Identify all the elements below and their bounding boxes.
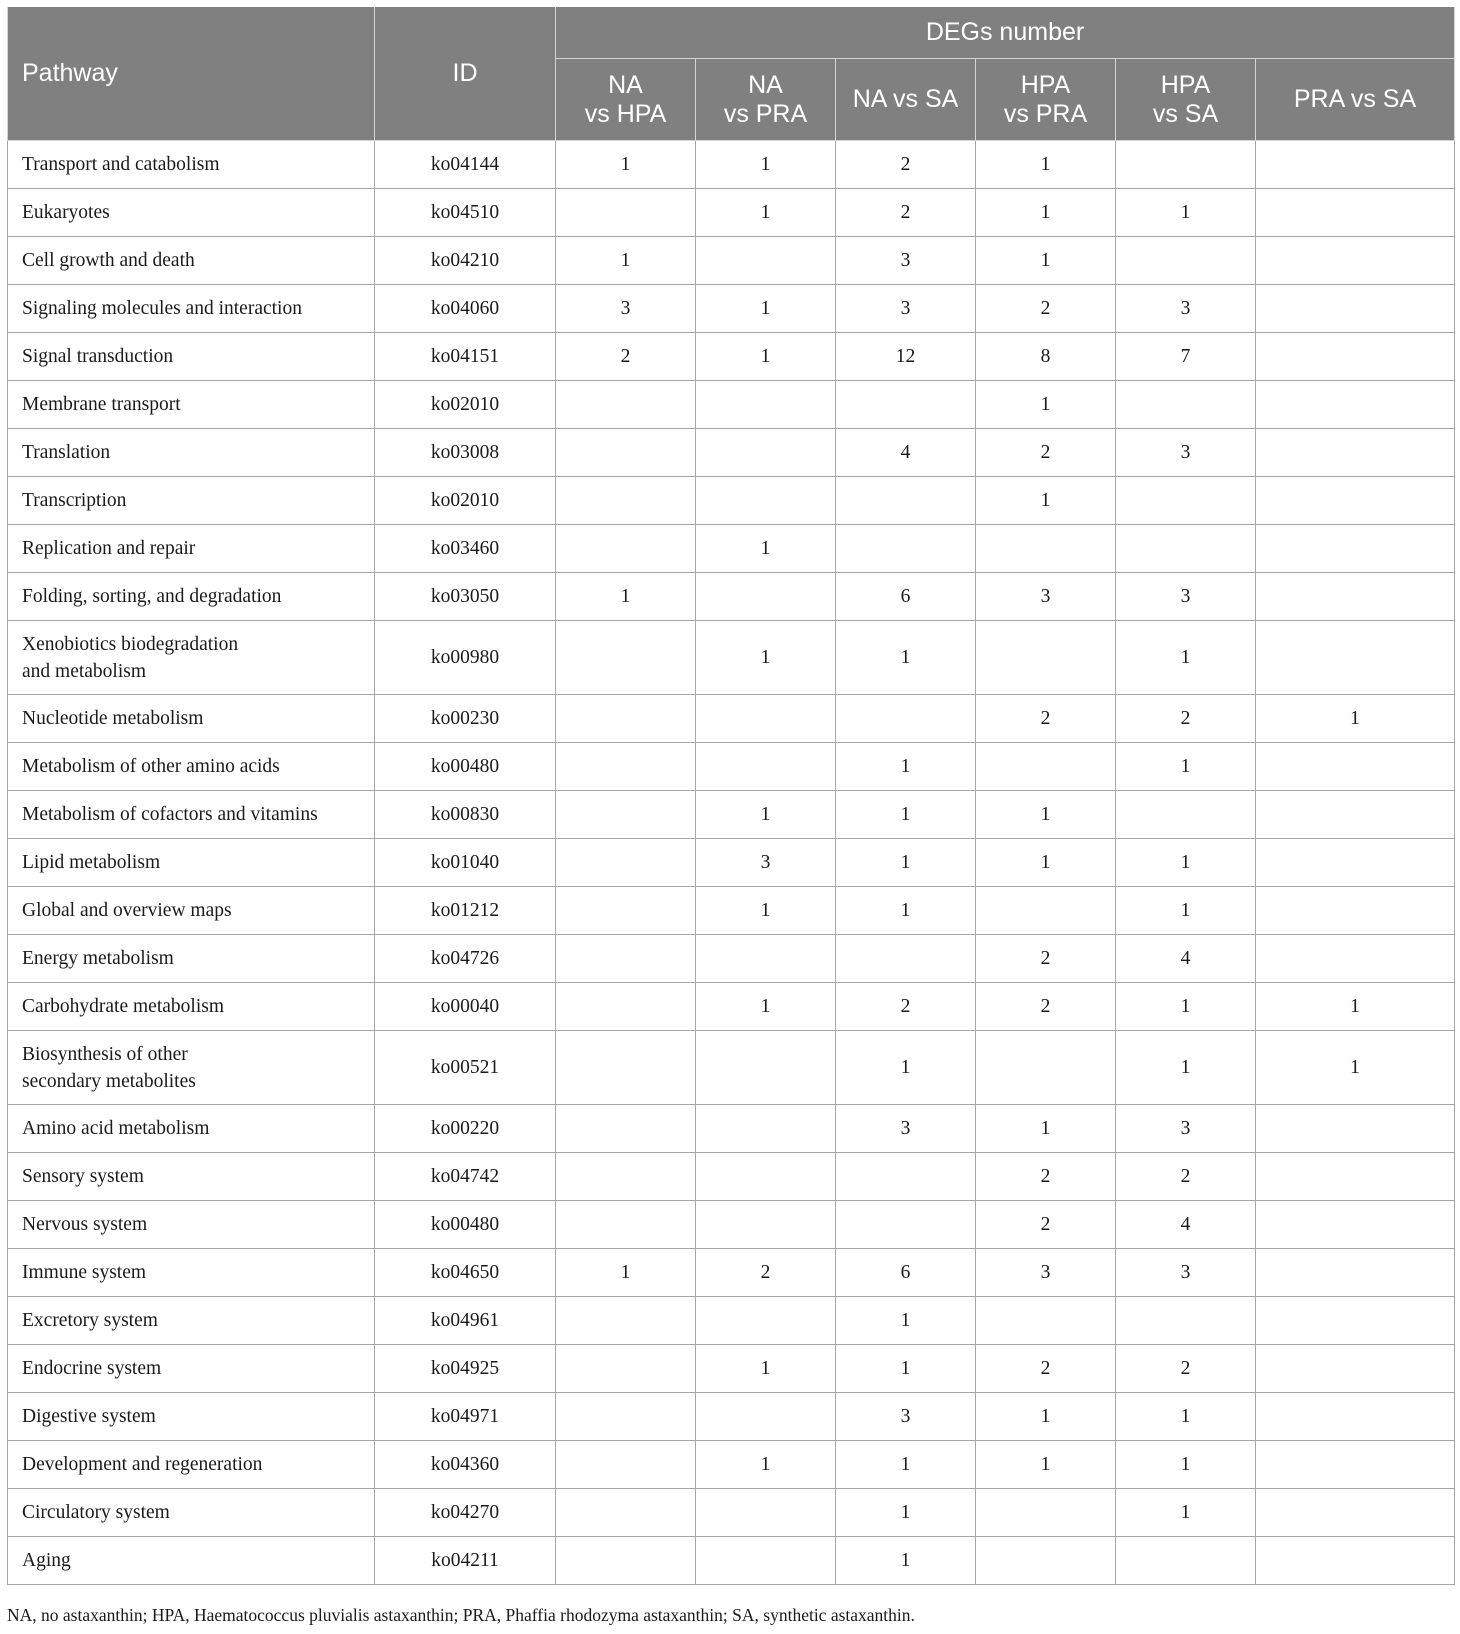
degs-count-cell bbox=[556, 1345, 696, 1393]
degs-count-cell bbox=[556, 621, 696, 695]
id-cell: ko02010 bbox=[375, 477, 556, 525]
degs-count-cell bbox=[976, 621, 1116, 695]
degs-count-cell bbox=[1256, 1105, 1455, 1153]
table-row bbox=[8, 791, 1455, 839]
degs-count-cell: 3 bbox=[836, 1105, 976, 1153]
pathway-cell: Metabolism of other amino acids bbox=[8, 743, 375, 791]
degs-count-cell: 3 bbox=[976, 573, 1116, 621]
degs-table bbox=[7, 7, 1455, 1585]
comparison-header: HPA vs PRA bbox=[976, 59, 1116, 141]
id-cell: ko00480 bbox=[375, 743, 556, 791]
degs-count-cell bbox=[1256, 141, 1455, 189]
table-body bbox=[8, 141, 1455, 1585]
table-row bbox=[8, 1031, 1455, 1105]
degs-count-cell bbox=[1116, 141, 1256, 189]
degs-count-cell: 12 bbox=[836, 333, 976, 381]
degs-count-cell: 2 bbox=[1116, 695, 1256, 743]
degs-count-cell bbox=[836, 695, 976, 743]
degs-count-cell bbox=[696, 1393, 836, 1441]
id-cell: ko01040 bbox=[375, 839, 556, 887]
degs-count-cell bbox=[1256, 1489, 1455, 1537]
pathway-cell: Translation bbox=[8, 429, 375, 477]
degs-count-cell bbox=[696, 573, 836, 621]
table-row bbox=[8, 381, 1455, 429]
pathway-cell: Membrane transport bbox=[8, 381, 375, 429]
degs-count-cell: 1 bbox=[1116, 839, 1256, 887]
degs-count-cell bbox=[1256, 1297, 1455, 1345]
degs-count-cell: 1 bbox=[556, 237, 696, 285]
id-cell: ko01212 bbox=[375, 887, 556, 935]
degs-count-cell bbox=[556, 429, 696, 477]
pathway-cell: Transcription bbox=[8, 477, 375, 525]
degs-count-cell: 1 bbox=[1116, 189, 1256, 237]
id-cell: ko00040 bbox=[375, 983, 556, 1031]
degs-count-cell: 2 bbox=[696, 1249, 836, 1297]
table-row bbox=[8, 477, 1455, 525]
degs-count-cell bbox=[696, 743, 836, 791]
pathway-cell: Signaling molecules and interaction bbox=[8, 285, 375, 333]
degs-count-cell: 3 bbox=[836, 285, 976, 333]
degs-count-cell bbox=[556, 1393, 696, 1441]
degs-count-cell bbox=[1116, 791, 1256, 839]
degs-count-cell bbox=[976, 1489, 1116, 1537]
degs-count-cell: 1 bbox=[976, 477, 1116, 525]
comparison-header: HPA vs SA bbox=[1116, 59, 1256, 141]
id-header: ID bbox=[375, 7, 556, 141]
degs-count-cell: 1 bbox=[976, 1393, 1116, 1441]
degs-count-cell bbox=[556, 477, 696, 525]
degs-number-header: DEGs number bbox=[556, 7, 1455, 59]
degs-count-cell bbox=[1116, 1537, 1256, 1585]
degs-count-cell: 1 bbox=[836, 1489, 976, 1537]
degs-count-cell: 1 bbox=[836, 1441, 976, 1489]
degs-count-cell bbox=[976, 1537, 1116, 1585]
degs-count-cell: 1 bbox=[696, 333, 836, 381]
pathway-cell: Signal transduction bbox=[8, 333, 375, 381]
id-cell: ko00230 bbox=[375, 695, 556, 743]
table-row bbox=[8, 237, 1455, 285]
pathway-cell: Cell growth and death bbox=[8, 237, 375, 285]
degs-count-cell: 1 bbox=[976, 237, 1116, 285]
degs-count-cell: 1 bbox=[696, 983, 836, 1031]
degs-count-cell: 2 bbox=[1116, 1345, 1256, 1393]
degs-count-cell: 1 bbox=[1116, 1393, 1256, 1441]
table-row bbox=[8, 1537, 1455, 1585]
degs-count-cell: 1 bbox=[1116, 887, 1256, 935]
comparison-header: PRA vs SA bbox=[1256, 59, 1455, 141]
pathway-cell: Folding, sorting, and degradation bbox=[8, 573, 375, 621]
pathway-cell: Amino acid metabolism bbox=[8, 1105, 375, 1153]
id-cell: ko00220 bbox=[375, 1105, 556, 1153]
table-row bbox=[8, 935, 1455, 983]
table-row bbox=[8, 189, 1455, 237]
pathway-cell: Lipid metabolism bbox=[8, 839, 375, 887]
table-row bbox=[8, 1489, 1455, 1537]
degs-count-cell bbox=[696, 1201, 836, 1249]
degs-count-cell bbox=[556, 887, 696, 935]
pathway-cell: Digestive system bbox=[8, 1393, 375, 1441]
degs-count-cell bbox=[696, 1489, 836, 1537]
pathway-cell: Circulatory system bbox=[8, 1489, 375, 1537]
degs-count-cell: 2 bbox=[976, 983, 1116, 1031]
degs-count-cell: 3 bbox=[976, 1249, 1116, 1297]
degs-count-cell: 1 bbox=[836, 621, 976, 695]
degs-count-cell bbox=[1256, 621, 1455, 695]
degs-count-cell bbox=[556, 1489, 696, 1537]
id-cell: ko04742 bbox=[375, 1153, 556, 1201]
pathway-cell: Nucleotide metabolism bbox=[8, 695, 375, 743]
degs-count-cell bbox=[1256, 743, 1455, 791]
degs-count-cell bbox=[696, 381, 836, 429]
degs-count-cell bbox=[556, 1537, 696, 1585]
degs-count-cell bbox=[556, 1201, 696, 1249]
table-row bbox=[8, 1153, 1455, 1201]
table-row bbox=[8, 695, 1455, 743]
degs-count-cell: 1 bbox=[836, 743, 976, 791]
degs-count-cell bbox=[556, 1031, 696, 1105]
degs-count-cell bbox=[696, 1297, 836, 1345]
degs-count-cell: 1 bbox=[1116, 1489, 1256, 1537]
degs-count-cell bbox=[556, 839, 696, 887]
degs-count-cell: 1 bbox=[696, 285, 836, 333]
id-cell: ko00830 bbox=[375, 791, 556, 839]
degs-count-cell: 1 bbox=[696, 189, 836, 237]
degs-count-cell bbox=[1116, 381, 1256, 429]
degs-count-cell bbox=[696, 1537, 836, 1585]
degs-count-cell: 1 bbox=[696, 791, 836, 839]
degs-count-cell: 2 bbox=[976, 695, 1116, 743]
degs-count-cell bbox=[556, 743, 696, 791]
id-cell: ko04144 bbox=[375, 141, 556, 189]
degs-count-cell: 4 bbox=[1116, 935, 1256, 983]
comparison-header: NA vs PRA bbox=[696, 59, 836, 141]
table-row bbox=[8, 1297, 1455, 1345]
pathway-cell: Eukaryotes bbox=[8, 189, 375, 237]
table-row bbox=[8, 1249, 1455, 1297]
table-row bbox=[8, 1201, 1455, 1249]
degs-count-cell bbox=[836, 1153, 976, 1201]
degs-count-cell bbox=[1116, 237, 1256, 285]
degs-count-cell bbox=[556, 189, 696, 237]
id-cell: ko04270 bbox=[375, 1489, 556, 1537]
degs-count-cell: 2 bbox=[1116, 1153, 1256, 1201]
degs-count-cell bbox=[1256, 525, 1455, 573]
degs-count-cell: 1 bbox=[696, 621, 836, 695]
degs-count-cell bbox=[1256, 791, 1455, 839]
degs-count-cell: 1 bbox=[976, 381, 1116, 429]
table-row bbox=[8, 525, 1455, 573]
degs-count-cell: 2 bbox=[976, 429, 1116, 477]
degs-count-cell bbox=[556, 1105, 696, 1153]
degs-count-cell: 2 bbox=[976, 1201, 1116, 1249]
pathway-cell: Aging bbox=[8, 1537, 375, 1585]
degs-count-cell bbox=[556, 1441, 696, 1489]
degs-count-cell: 1 bbox=[976, 1441, 1116, 1489]
degs-count-cell: 1 bbox=[1256, 983, 1455, 1031]
degs-count-cell bbox=[556, 695, 696, 743]
id-cell: ko04211 bbox=[375, 1537, 556, 1585]
id-cell: ko04060 bbox=[375, 285, 556, 333]
degs-count-cell: 2 bbox=[976, 1345, 1116, 1393]
degs-count-cell bbox=[1256, 935, 1455, 983]
id-cell: ko04961 bbox=[375, 1297, 556, 1345]
degs-count-cell bbox=[1116, 1297, 1256, 1345]
table-row bbox=[8, 285, 1455, 333]
degs-count-cell: 3 bbox=[1116, 1105, 1256, 1153]
pathway-cell: Metabolism of cofactors and vitamins bbox=[8, 791, 375, 839]
degs-count-cell: 1 bbox=[696, 525, 836, 573]
pathway-cell: Development and regeneration bbox=[8, 1441, 375, 1489]
degs-count-cell bbox=[696, 1153, 836, 1201]
degs-count-cell bbox=[556, 1153, 696, 1201]
degs-count-cell bbox=[976, 743, 1116, 791]
degs-count-cell bbox=[976, 1297, 1116, 1345]
degs-count-cell bbox=[1256, 1345, 1455, 1393]
degs-count-cell bbox=[1256, 1537, 1455, 1585]
table-row bbox=[8, 621, 1455, 695]
degs-count-cell: 1 bbox=[976, 189, 1116, 237]
degs-count-cell bbox=[1256, 1441, 1455, 1489]
degs-count-cell: 4 bbox=[836, 429, 976, 477]
degs-count-cell: 1 bbox=[696, 887, 836, 935]
id-cell: ko04925 bbox=[375, 1345, 556, 1393]
id-cell: ko04510 bbox=[375, 189, 556, 237]
degs-count-cell: 1 bbox=[836, 1297, 976, 1345]
degs-count-cell bbox=[556, 935, 696, 983]
pathway-cell: Energy metabolism bbox=[8, 935, 375, 983]
degs-count-cell: 2 bbox=[556, 333, 696, 381]
id-cell: ko00521 bbox=[375, 1031, 556, 1105]
table-row bbox=[8, 1105, 1455, 1153]
id-cell: ko04210 bbox=[375, 237, 556, 285]
id-cell: ko04151 bbox=[375, 333, 556, 381]
degs-count-cell: 1 bbox=[976, 141, 1116, 189]
degs-count-cell bbox=[556, 791, 696, 839]
degs-count-cell: 3 bbox=[1116, 429, 1256, 477]
degs-count-cell bbox=[1256, 429, 1455, 477]
degs-count-cell bbox=[1256, 1201, 1455, 1249]
degs-count-cell: 3 bbox=[1116, 285, 1256, 333]
comparison-header: NA vs SA bbox=[836, 59, 976, 141]
degs-count-cell: 1 bbox=[1116, 983, 1256, 1031]
table-row bbox=[8, 333, 1455, 381]
degs-count-cell: 3 bbox=[556, 285, 696, 333]
degs-count-cell: 1 bbox=[556, 1249, 696, 1297]
pathway-cell: Excretory system bbox=[8, 1297, 375, 1345]
degs-count-cell: 1 bbox=[1116, 1031, 1256, 1105]
degs-count-cell bbox=[976, 1031, 1116, 1105]
pathway-cell: Sensory system bbox=[8, 1153, 375, 1201]
degs-count-cell: 1 bbox=[836, 791, 976, 839]
degs-count-cell bbox=[976, 525, 1116, 573]
degs-count-cell bbox=[1256, 1393, 1455, 1441]
degs-count-cell bbox=[836, 525, 976, 573]
degs-count-cell bbox=[1256, 189, 1455, 237]
degs-count-cell bbox=[1256, 839, 1455, 887]
degs-count-cell: 1 bbox=[836, 887, 976, 935]
degs-count-cell: 1 bbox=[1116, 743, 1256, 791]
degs-count-cell bbox=[696, 429, 836, 477]
degs-count-cell: 2 bbox=[836, 983, 976, 1031]
degs-count-cell: 1 bbox=[836, 1345, 976, 1393]
degs-count-cell bbox=[696, 695, 836, 743]
degs-count-cell: 1 bbox=[556, 573, 696, 621]
degs-count-cell: 3 bbox=[836, 237, 976, 285]
degs-count-cell: 7 bbox=[1116, 333, 1256, 381]
degs-count-cell: 1 bbox=[556, 141, 696, 189]
degs-count-cell: 6 bbox=[836, 573, 976, 621]
table-row bbox=[8, 429, 1455, 477]
degs-count-cell: 1 bbox=[1116, 621, 1256, 695]
id-cell: ko04360 bbox=[375, 1441, 556, 1489]
degs-count-cell bbox=[556, 983, 696, 1031]
degs-count-cell bbox=[1256, 477, 1455, 525]
degs-count-cell bbox=[836, 1201, 976, 1249]
degs-count-cell bbox=[1256, 1153, 1455, 1201]
id-cell: ko04971 bbox=[375, 1393, 556, 1441]
degs-count-cell: 2 bbox=[976, 935, 1116, 983]
pathway-cell: Global and overview maps bbox=[8, 887, 375, 935]
degs-count-cell: 2 bbox=[836, 189, 976, 237]
degs-count-cell bbox=[1256, 237, 1455, 285]
id-cell: ko03050 bbox=[375, 573, 556, 621]
degs-count-cell: 3 bbox=[1116, 1249, 1256, 1297]
degs-count-cell bbox=[556, 525, 696, 573]
table-header bbox=[8, 7, 1455, 141]
degs-count-cell bbox=[1256, 1249, 1455, 1297]
degs-count-cell: 8 bbox=[976, 333, 1116, 381]
table-row bbox=[8, 983, 1455, 1031]
degs-count-cell: 1 bbox=[836, 1031, 976, 1105]
degs-count-cell: 1 bbox=[836, 1537, 976, 1585]
degs-count-cell: 1 bbox=[696, 1345, 836, 1393]
table-footnote: NA, no astaxanthin; HPA, Haematococcus pluvialis astaxanthin; PRA, Phaffia rhodozyma astaxanthin; SA, synthetic astaxanthin. bbox=[7, 1605, 915, 1625]
degs-count-cell bbox=[696, 1031, 836, 1105]
pathway-cell: Biosynthesis of other secondary metabolites bbox=[8, 1031, 375, 1105]
degs-count-cell: 1 bbox=[976, 791, 1116, 839]
degs-count-cell: 1 bbox=[696, 141, 836, 189]
id-cell: ko04726 bbox=[375, 935, 556, 983]
pathway-cell: Xenobiotics biodegradation and metabolism bbox=[8, 621, 375, 695]
comparison-header: NA vs HPA bbox=[556, 59, 696, 141]
degs-count-cell: 2 bbox=[976, 1153, 1116, 1201]
id-cell: ko02010 bbox=[375, 381, 556, 429]
degs-count-cell bbox=[1256, 573, 1455, 621]
degs-count-cell: 3 bbox=[836, 1393, 976, 1441]
table-row bbox=[8, 839, 1455, 887]
degs-count-cell bbox=[1256, 285, 1455, 333]
pathway-cell: Nervous system bbox=[8, 1201, 375, 1249]
degs-count-cell: 3 bbox=[696, 839, 836, 887]
degs-count-cell: 4 bbox=[1116, 1201, 1256, 1249]
degs-count-cell bbox=[1256, 887, 1455, 935]
degs-count-cell bbox=[1116, 525, 1256, 573]
degs-count-cell: 1 bbox=[1256, 1031, 1455, 1105]
degs-count-cell bbox=[696, 237, 836, 285]
degs-count-cell: 1 bbox=[1256, 695, 1455, 743]
id-cell: ko00980 bbox=[375, 621, 556, 695]
degs-count-cell: 1 bbox=[696, 1441, 836, 1489]
pathway-cell: Immune system bbox=[8, 1249, 375, 1297]
degs-count-cell: 1 bbox=[836, 839, 976, 887]
degs-count-cell bbox=[696, 935, 836, 983]
pathway-cell: Carbohydrate metabolism bbox=[8, 983, 375, 1031]
table-row bbox=[8, 573, 1455, 621]
id-cell: ko03008 bbox=[375, 429, 556, 477]
pathway-cell: Transport and catabolism bbox=[8, 141, 375, 189]
pathway-cell: Endocrine system bbox=[8, 1345, 375, 1393]
table-row bbox=[8, 141, 1455, 189]
pathway-header: Pathway bbox=[8, 7, 375, 141]
degs-count-cell bbox=[1256, 381, 1455, 429]
degs-count-cell: 2 bbox=[976, 285, 1116, 333]
degs-count-cell bbox=[1116, 477, 1256, 525]
id-cell: ko04650 bbox=[375, 1249, 556, 1297]
degs-count-cell: 1 bbox=[976, 1105, 1116, 1153]
degs-count-cell bbox=[1256, 333, 1455, 381]
table-row bbox=[8, 887, 1455, 935]
degs-count-cell bbox=[976, 887, 1116, 935]
degs-count-cell bbox=[556, 381, 696, 429]
degs-count-cell bbox=[836, 935, 976, 983]
pathway-cell: Replication and repair bbox=[8, 525, 375, 573]
degs-count-cell bbox=[696, 1105, 836, 1153]
degs-count-cell bbox=[836, 381, 976, 429]
degs-count-cell bbox=[556, 1297, 696, 1345]
degs-count-cell: 6 bbox=[836, 1249, 976, 1297]
degs-count-cell: 1 bbox=[1116, 1441, 1256, 1489]
degs-count-cell: 2 bbox=[836, 141, 976, 189]
table-row bbox=[8, 1441, 1455, 1489]
degs-count-cell: 3 bbox=[1116, 573, 1256, 621]
degs-count-cell: 1 bbox=[976, 839, 1116, 887]
degs-count-cell bbox=[696, 477, 836, 525]
id-cell: ko00480 bbox=[375, 1201, 556, 1249]
table-row bbox=[8, 1345, 1455, 1393]
id-cell: ko03460 bbox=[375, 525, 556, 573]
table-row bbox=[8, 1393, 1455, 1441]
degs-count-cell bbox=[836, 477, 976, 525]
table-row bbox=[8, 743, 1455, 791]
